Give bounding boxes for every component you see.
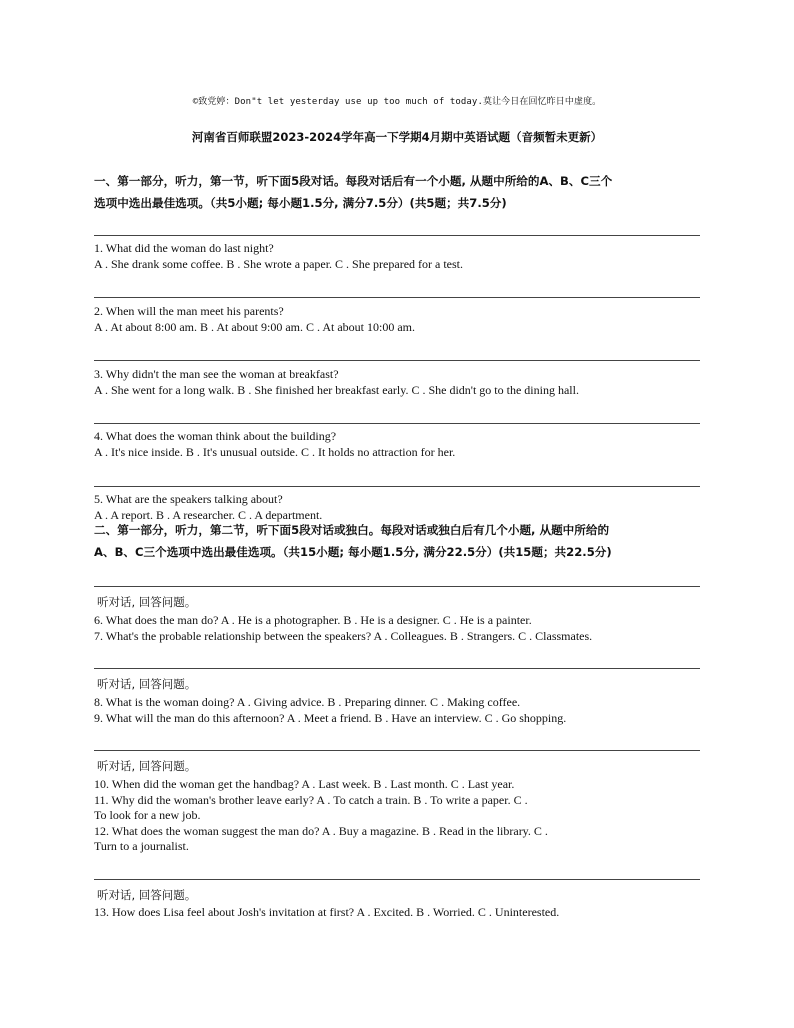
question-6: 6. What does the man do? A . He is a photographer. B . He is a designer. C . He is a painter.: [94, 613, 532, 627]
section-2-heading-line2: A、B、C三个选项中选出最佳选项。（共15小题; 每小题1.5分, 满分22.5分）(共15题；共22.5分): [94, 545, 612, 559]
question-13: 13. How does Lisa feel about Josh's invitation at first? A . Excited. B . Worried. C . Uninterested.: [94, 905, 560, 919]
question-7: 7. What's the probable relationship between the speakers? A . Colleagues. B . Strangers. C . Classmates.: [94, 629, 593, 643]
section-1-heading: [94, 170, 704, 214]
section-1-heading-line2: 选项中选出最佳选项。（共5小题; 每小题1.5分, 满分7.5分）(共5题；共7.5分): [94, 196, 507, 210]
question-5: 5. What are the speakers talking about?: [94, 492, 283, 506]
section-1-heading-line1: 一、第一部分，听力，第一节，听下面5段对话。每段对话后有一个小题, 从题中所给的A、B、C三个: [94, 174, 613, 188]
question-4: 4. What does the woman think about the building?: [94, 429, 337, 443]
divider: [94, 486, 700, 487]
divider: [94, 423, 700, 424]
question-10: 10. When did the woman get the handbag? A . Last week. B . Last month. C . Last year.: [94, 777, 515, 791]
listen-instruction: 听对话, 回答问题。: [97, 888, 197, 902]
question-3-options: A . She went for a long walk. B . She finished her breakfast early. C . She didn't go to the dining hall.: [94, 383, 579, 397]
question-3: 3. Why didn't the man see the woman at breakfast?: [94, 367, 339, 381]
divider: [94, 668, 700, 669]
section-2-heading: [94, 519, 704, 563]
question-9: 9. What will the man do this afternoon? A . Meet a friend. B . Have an interview. C . Go shopping.: [94, 711, 567, 725]
question-2-options: A . At about 8:00 am. B . At about 9:00 am. C . At about 10:00 am.: [94, 320, 415, 334]
listen-instruction: 听对话, 回答问题。: [97, 677, 197, 691]
question-4-options: A . It's nice inside. B . It's unusual outside. C . It holds no attraction for her.: [94, 445, 456, 459]
divider: [94, 235, 700, 236]
question-12: 12. What does the woman suggest the man do? A . Buy a magazine. B . Read in the library. C .: [94, 824, 548, 838]
page-title: 河南省百师联盟2023-2024学年高一下学期4月期中英语试题（音频暂未更新）: [191, 130, 603, 144]
question-8: 8. What is the woman doing? A . Giving advice. B . Preparing dinner. C . Making coffee.: [94, 695, 521, 709]
question-5-options: A . A report. B . A researcher. C . A department.: [94, 508, 323, 522]
question-2: 2. When will the man meet his parents?: [94, 304, 284, 318]
question-1-options: A . She drank some coffee. B . She wrote a paper. C . She prepared for a test.: [94, 257, 464, 271]
divider: [94, 297, 700, 298]
divider: [94, 879, 700, 880]
section-2-heading-line1: 二、第一部分，听力，第二节，听下面5段对话或独白。每段对话或独白后有几个小题, 从题中所给的: [94, 523, 610, 537]
divider: [94, 586, 700, 587]
divider: [94, 750, 700, 751]
listen-instruction: 听对话, 回答问题。: [97, 595, 197, 609]
divider: [94, 360, 700, 361]
question-11: 11. Why did the woman's brother leave early? A . To catch a train. B . To write a paper. C .: [94, 793, 528, 807]
listen-instruction: 听对话, 回答问题。: [97, 759, 197, 773]
motto-header: ©致党婷：Don"t let yesterday use up too much of today.莫让今日在回忆昨日中虚度。: [192, 97, 602, 107]
question-11-continued: To look for a new job.: [94, 808, 201, 822]
question-12-continued: Turn to a journalist.: [94, 839, 189, 853]
question-1: 1. What did the woman do last night?: [94, 241, 274, 255]
